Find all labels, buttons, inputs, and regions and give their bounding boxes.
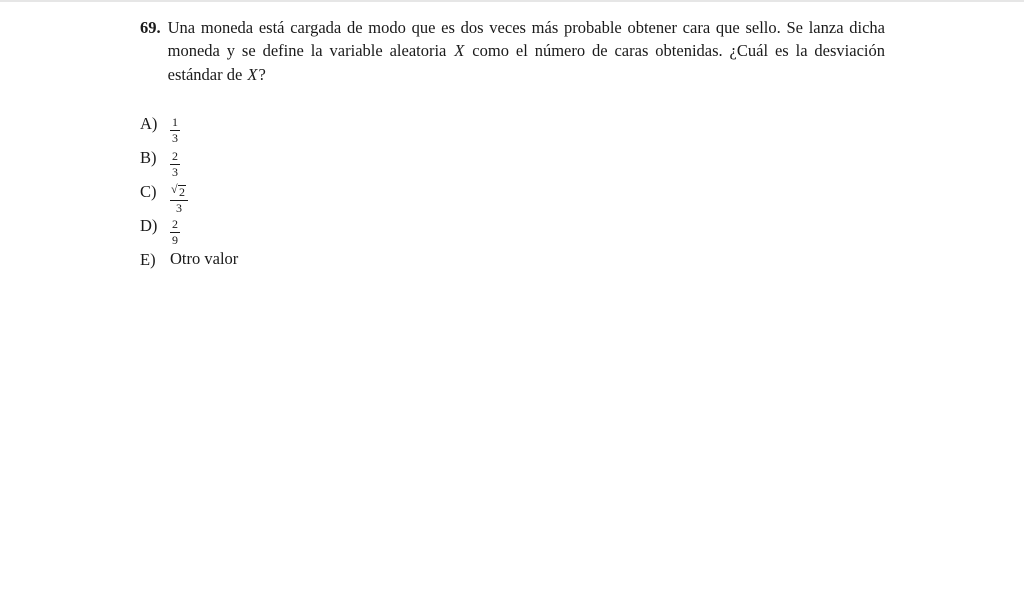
- answer-options-list: [140, 112, 540, 282]
- answer-option-d[interactable]: [140, 214, 540, 248]
- square-root-icon: [172, 184, 186, 199]
- question-text-part-1: Una moneda está cargada de modo que es dos veces más probable obtener cara que sello. Se lanza dicha moneda y se define la variable aleatoria: [167, 18, 885, 61]
- option-value-e: Otro valor: [170, 249, 239, 268]
- fraction-denominator-a: 3: [172, 130, 178, 145]
- fraction-numerator-d: 2: [172, 217, 178, 231]
- option-letter-c: C): [140, 182, 157, 201]
- option-letter-e: E): [140, 250, 156, 269]
- fraction-numerator-c: [170, 184, 188, 201]
- radicand-c: 2: [179, 185, 185, 199]
- answer-option-a[interactable]: [140, 112, 540, 146]
- answer-option-c[interactable]: [140, 180, 540, 214]
- question-variable-2: X: [247, 64, 258, 84]
- fraction-denominator-c: 3: [176, 200, 182, 215]
- answer-option-e[interactable]: [140, 248, 540, 282]
- question-text: [168, 16, 885, 86]
- question-text-part-2: como el número de caras obtenidas. ¿Cuál es la desviación estándar de: [167, 41, 885, 84]
- option-letter-a: A): [140, 114, 158, 133]
- fraction-numerator-a: 1: [172, 115, 178, 129]
- option-letter-d: D): [140, 216, 158, 235]
- fraction-denominator-d: 9: [172, 232, 178, 247]
- question-row: [140, 16, 885, 86]
- question-block: [140, 16, 885, 86]
- option-value-b: [170, 146, 180, 178]
- fraction-denominator-b: 3: [172, 164, 178, 179]
- question-number: 69.: [140, 18, 161, 37]
- option-value-c: [170, 180, 188, 214]
- answer-option-b[interactable]: [140, 146, 540, 180]
- fraction-d: [170, 217, 180, 246]
- fraction-b: [170, 149, 180, 178]
- question-variable-1: X: [454, 41, 465, 61]
- question-text-part-3: ?: [258, 64, 266, 84]
- fraction-a: [170, 115, 180, 144]
- option-letter-b: B): [140, 148, 157, 167]
- fraction-numerator-b: 2: [172, 149, 178, 163]
- fraction-c: [170, 183, 188, 214]
- option-value-a: [170, 112, 180, 144]
- page-top-divider: [0, 0, 1024, 2]
- option-value-d: [170, 214, 180, 246]
